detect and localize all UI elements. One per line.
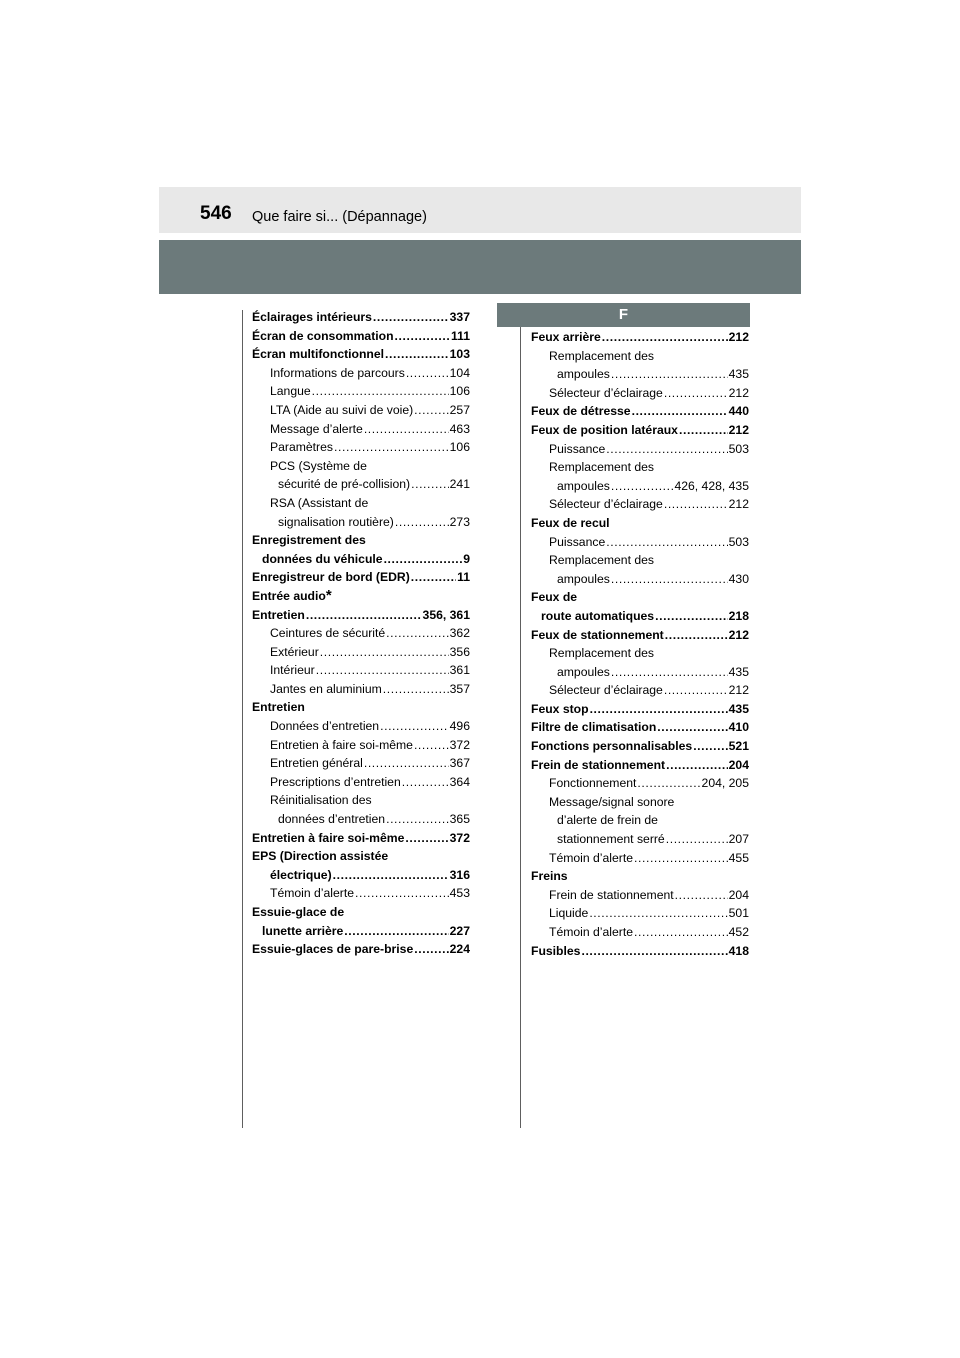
index-term: ampoules [557,367,610,382]
index-term: Filtre de climatisation [531,720,657,735]
page-reference: 356, 361 [422,607,470,622]
index-term: Informations de parcours [270,365,405,380]
page-reference: 455 [728,850,749,865]
index-entry [252,773,470,792]
dot-leader [395,513,449,532]
page-reference: 212 [728,497,749,512]
index-entry [252,606,470,625]
index-entry [252,698,470,717]
index-entry [252,884,470,903]
index-entry [531,718,749,737]
dot-leader [606,440,727,459]
index-entry [252,643,470,662]
page-reference: 11 [457,570,470,585]
dot-leader [411,475,449,494]
index-term: Freins [531,869,568,884]
index-term: signalisation routière) [278,514,394,529]
index-term: RSA (Assistant de [270,495,369,510]
page-reference: 503 [728,441,749,456]
dot-leader [632,402,728,421]
dot-leader [406,364,449,383]
page-reference: 463 [449,421,470,436]
column-divider-left [242,310,243,1128]
index-entry [531,570,749,589]
index-term: ampoules [557,664,610,679]
index-term: Remplacement des [549,646,654,661]
index-term: Prescriptions d’entretien [270,774,401,789]
page-reference: 224 [449,942,470,957]
index-entry [252,791,470,810]
index-term: Frein de stationnement [549,887,674,902]
dot-leader [666,830,728,849]
index-entry [531,347,749,366]
page-reference: 452 [728,925,749,939]
index-entry [531,365,749,384]
page-reference: 356 [449,644,470,659]
index-entry [252,624,470,643]
page-reference: 212 [728,385,749,400]
index-entry [252,940,470,959]
index-entry [531,756,749,775]
index-term: Sélecteur d’éclairage [549,497,663,512]
index-entry [252,922,470,941]
dot-leader [589,904,727,923]
index-entry [252,903,470,922]
index-entry [531,588,749,607]
index-entry [252,401,470,420]
page-reference: 367 [449,756,470,771]
page-reference: 111 [451,328,470,343]
index-entry [531,514,749,533]
page-reference: 212 [728,683,749,698]
index-entry [252,345,470,364]
dot-leader [611,570,728,589]
index-term: ampoules [557,478,610,493]
index-term: Liquide [549,906,589,921]
index-term: Message/signal sonore [549,794,675,809]
index-term: Réinitialisation des [270,793,372,808]
index-term: Feux de détresse [531,404,631,419]
index-entry [531,849,749,868]
page-reference: 241 [449,477,470,492]
page-reference: 212 [728,627,749,642]
index-term: EPS (Direction assistée [252,849,389,864]
index-entry [252,531,470,550]
index-entry [531,328,749,347]
page-reference: 365 [449,812,470,827]
index-entry [252,420,470,439]
index-term: Remplacement des [549,460,654,475]
dot-leader [386,810,449,829]
index-term: Feux stop [531,701,589,716]
index-entry [252,866,470,885]
index-term: données d’entretien [278,812,386,827]
index-entry [531,495,749,514]
index-entry [531,626,749,645]
index-term: Feux de [531,590,578,605]
index-term: Entretien à faire soi-même [252,830,405,845]
dot-leader [664,495,728,514]
page-reference: 257 [449,402,470,417]
index-entry [531,440,749,459]
dot-leader [384,550,463,569]
index-entry [531,551,749,570]
index-entry [252,680,470,699]
index-term: données du véhicule [262,551,383,566]
index-entry [252,810,470,829]
dot-leader [402,773,449,792]
page-reference: 212 [728,422,749,437]
page-reference: 521 [728,739,749,754]
page-reference: 103 [449,347,470,362]
index-term: Éclairages intérieurs [252,310,372,324]
index-entry [252,661,470,680]
index-entry [531,886,749,905]
dot-leader [602,328,728,347]
index-term: Entretien [252,700,305,715]
dot-leader [414,940,448,959]
dot-leader [664,681,728,700]
section-banner [159,240,801,294]
dot-leader [306,606,422,625]
index-entry [252,550,470,569]
dot-leader [611,477,674,496]
page-number: 546 [200,203,232,224]
index-entry [252,327,470,346]
section-letter-tab: F [497,303,750,327]
index-term: Langue [270,384,311,399]
index-term: Fonctionnement [549,776,637,791]
dot-leader [611,663,728,682]
index-term: PCS (Système de [270,458,367,473]
index-term: Feux de stationnement [531,627,664,642]
index-entry [531,402,749,421]
dot-leader [334,438,449,457]
index-entry [531,830,749,849]
dot-leader [675,886,728,905]
index-entry [252,438,470,457]
index-term: Sélecteur d’éclairage [549,385,663,400]
index-entry [531,681,749,700]
dot-leader [611,365,728,384]
page-reference: 426, 428, 435 [674,478,749,493]
page-reference: 106 [449,440,470,455]
dot-leader [312,382,449,401]
index-entry [531,477,749,496]
page-reference: 316 [449,867,470,882]
index-entry [531,811,749,830]
index-term: Enregistreur de bord (EDR) [252,570,410,585]
index-entry: Entrée audio * [252,586,332,604]
index-term: Remplacement des [549,553,654,568]
index-entry [252,475,470,494]
index-entry [531,942,749,961]
index-entry [252,382,470,401]
dot-leader [655,607,728,626]
index-term: Message d’alerte [270,421,363,436]
page-reference: 453 [449,886,470,901]
page-title: Que faire si... (Dépannage) [252,209,427,225]
index-term: lunette arrière [262,923,344,938]
index-term: Puissance [549,441,606,456]
page-reference: 372 [449,830,470,845]
index-entry [531,774,749,793]
dot-leader [414,401,448,420]
dot-leader [679,421,728,440]
index-term: stationnement serré [557,832,665,847]
page-reference: 435 [728,701,749,716]
index-term: Entrée audio [252,588,326,603]
page-reference: 104 [449,365,470,380]
index-column-right [531,328,749,960]
index-term: Frein de stationnement [531,757,666,772]
dot-leader [581,942,727,961]
index-term: Remplacement des [549,348,654,363]
index-term: Intérieur [270,663,315,678]
dot-leader [364,420,449,439]
index-entry [531,737,749,756]
index-term: Paramètres [270,440,333,455]
index-term: Entretien à faire soi-même [270,737,413,752]
index-term: sécurité de pré-collision) [278,477,411,492]
page-reference: 204, 205 [701,776,749,791]
page-reference: 9 [463,551,470,566]
dot-leader [693,737,727,756]
index-term: d’alerte de frein de [557,813,658,828]
column-divider-right [520,310,521,1128]
index-term: Entretien [252,607,305,622]
page-reference: 418 [728,943,749,958]
page-reference: 440 [728,404,749,419]
dot-leader [344,922,448,941]
index-term: Extérieur [270,644,319,659]
index-column-left [252,308,470,959]
index-term: Fonctions personnalisables [531,739,693,754]
page-reference: 357 [449,681,470,696]
dot-leader [590,700,728,719]
dot-leader [637,774,700,793]
dot-leader [355,884,449,903]
index-term: Témoin d’alerte [549,925,633,939]
page-reference: 204 [728,887,749,902]
index-term: Témoin d’alerte [270,886,354,901]
dot-leader [634,849,728,868]
page-reference: 218 [728,608,749,623]
index-entry [252,308,470,327]
page-reference: 372 [449,737,470,752]
index-entry [252,717,470,736]
page-reference: 496 [449,719,470,734]
page-reference: 503 [728,534,749,549]
index-term: Écran multifonctionnel [252,347,385,362]
dot-leader [364,754,449,773]
dot-leader [411,568,456,587]
index-term: Fusibles [531,943,581,958]
dot-leader [414,736,449,755]
index-entry [252,457,470,476]
index-term: Entretien général [270,756,363,771]
index-entry [531,867,749,886]
dot-leader [386,624,448,643]
dot-leader [657,718,727,737]
index-entry [531,923,749,942]
index-term: Sélecteur d’éclairage [549,683,663,698]
page-reference: 430 [728,571,749,586]
index-entry [252,754,470,773]
page-reference: 435 [728,664,749,679]
page-reference: 435 [728,367,749,382]
index-entry [531,533,749,552]
page-reference: 212 [728,330,749,344]
index-entry [531,793,749,812]
index-term: Témoin d’alerte [549,850,633,865]
page-reference: 273 [449,514,470,529]
page-reference: 362 [449,626,470,641]
index-entry [531,663,749,682]
index-entry [252,568,470,587]
dot-leader [395,327,450,346]
index-term: Essuie-glace de [252,905,345,919]
page-reference: 106 [449,384,470,399]
page-reference: 361 [449,663,470,678]
index-term: Feux arrière [531,330,601,344]
dot-leader [316,661,449,680]
index-entry [531,384,749,403]
page-reference: 207 [728,832,749,847]
dot-leader [665,626,728,645]
index-entry [252,736,470,755]
index-entry [252,494,470,513]
page-reference: 227 [449,923,470,938]
index-entry [531,904,749,923]
index-term: Jantes en aluminium [270,681,382,696]
dot-leader [405,829,448,848]
index-entry [531,421,749,440]
index-term: LTA (Aide au suivi de voie) [270,402,414,417]
index-entry [531,458,749,477]
dot-leader [373,308,449,327]
index-entry [531,644,749,663]
index-entry [531,607,749,626]
index-term: électrique) [270,867,332,882]
index-entry [252,513,470,532]
index-term: Essuie-glaces de pare-brise [252,942,414,957]
dot-leader [664,384,728,403]
dot-leader [634,923,728,942]
dot-leader [666,756,728,775]
index-entry [252,829,470,848]
dot-leader [380,717,449,736]
page-reference: 501 [728,906,749,921]
index-term: Écran de consommation [252,328,394,343]
index-term: route automatiques [541,608,655,623]
index-term: Feux de position latéraux [531,422,678,437]
index-term: Feux de recul [531,515,610,530]
index-term: ampoules [557,571,610,586]
index-entry [252,364,470,383]
index-term: Enregistrement des [252,533,366,548]
page-reference: 204 [728,757,749,772]
dot-leader [320,643,449,662]
index-term: Ceintures de sécurité [270,626,386,641]
dot-leader [385,345,449,364]
dot-leader [383,680,449,699]
dot-leader [606,533,727,552]
page-reference: 410 [728,720,749,735]
index-entry [531,700,749,719]
dot-leader [333,866,449,885]
index-term: Données d’entretien [270,719,380,734]
page-reference: 364 [449,774,470,789]
index-term: Puissance [549,534,606,549]
page-reference: 337 [449,310,470,324]
index-entry [252,847,470,866]
